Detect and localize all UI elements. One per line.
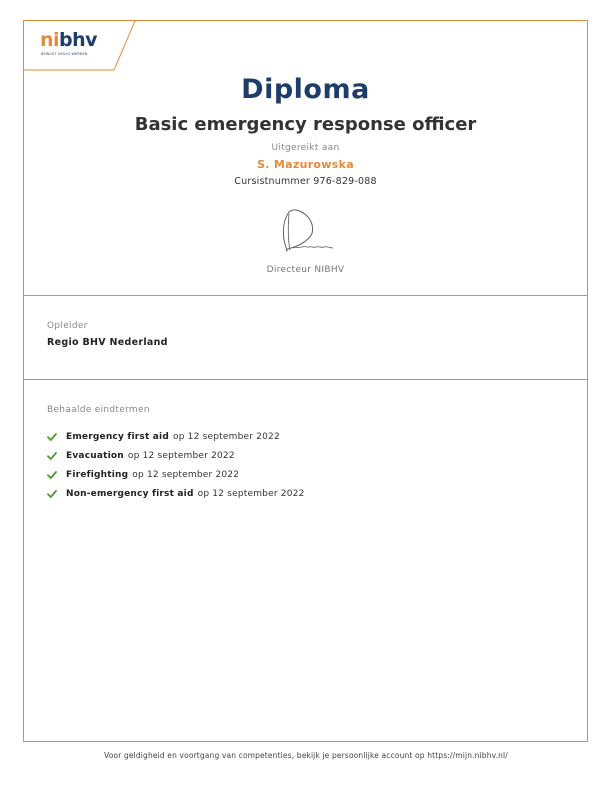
footer-note: Voor geldigheid en voortgang van competenties, bekijk je persoonlijke account op https://mijn.nibhv.nl/ xyxy=(104,751,508,760)
trainer-label: Opleider xyxy=(47,321,88,331)
list-item xyxy=(47,465,305,484)
divider-trainer xyxy=(24,379,587,380)
term-name: Firefighting xyxy=(66,469,129,480)
term-date: op 12 september 2022 xyxy=(127,450,235,461)
list-item xyxy=(47,446,305,465)
term-date: op 12 september 2022 xyxy=(197,488,305,499)
term-date: op 12 september 2022 xyxy=(132,469,240,480)
logo-tagline: BEWUST VEILIG WERKEN xyxy=(41,52,88,56)
terms-label: Behaalde eindtermen xyxy=(47,405,150,415)
term-name: Non-emergency first aid xyxy=(66,488,194,499)
student-number: Cursistnummer 976-829-088 xyxy=(234,176,377,187)
issued-label: Uitgereikt aan xyxy=(271,143,340,153)
trainer-name: Regio BHV Nederland xyxy=(47,337,168,348)
checkmark-icon xyxy=(47,452,57,460)
list-item xyxy=(47,484,305,503)
logo-bhv: bhv xyxy=(59,29,98,51)
diploma-subtitle: Basic emergency response officer xyxy=(134,114,477,135)
logo-ni: ni xyxy=(40,29,60,51)
signature-image xyxy=(275,206,341,256)
diploma-frame xyxy=(23,20,588,742)
recipient-name: S. Mazurowska xyxy=(257,158,354,171)
term-name: Evacuation xyxy=(66,450,124,461)
terms-list xyxy=(47,427,305,503)
divider-header xyxy=(24,295,587,296)
diploma-header xyxy=(24,21,587,296)
term-name: Emergency first aid xyxy=(66,431,169,442)
diploma-title: Diploma xyxy=(241,74,370,105)
term-date: op 12 september 2022 xyxy=(173,431,280,442)
signer-title: Directeur NIBHV xyxy=(266,265,345,275)
checkmark-icon xyxy=(47,433,57,441)
checkmark-icon xyxy=(47,490,57,498)
list-item xyxy=(47,427,305,446)
checkmark-icon xyxy=(47,471,57,479)
